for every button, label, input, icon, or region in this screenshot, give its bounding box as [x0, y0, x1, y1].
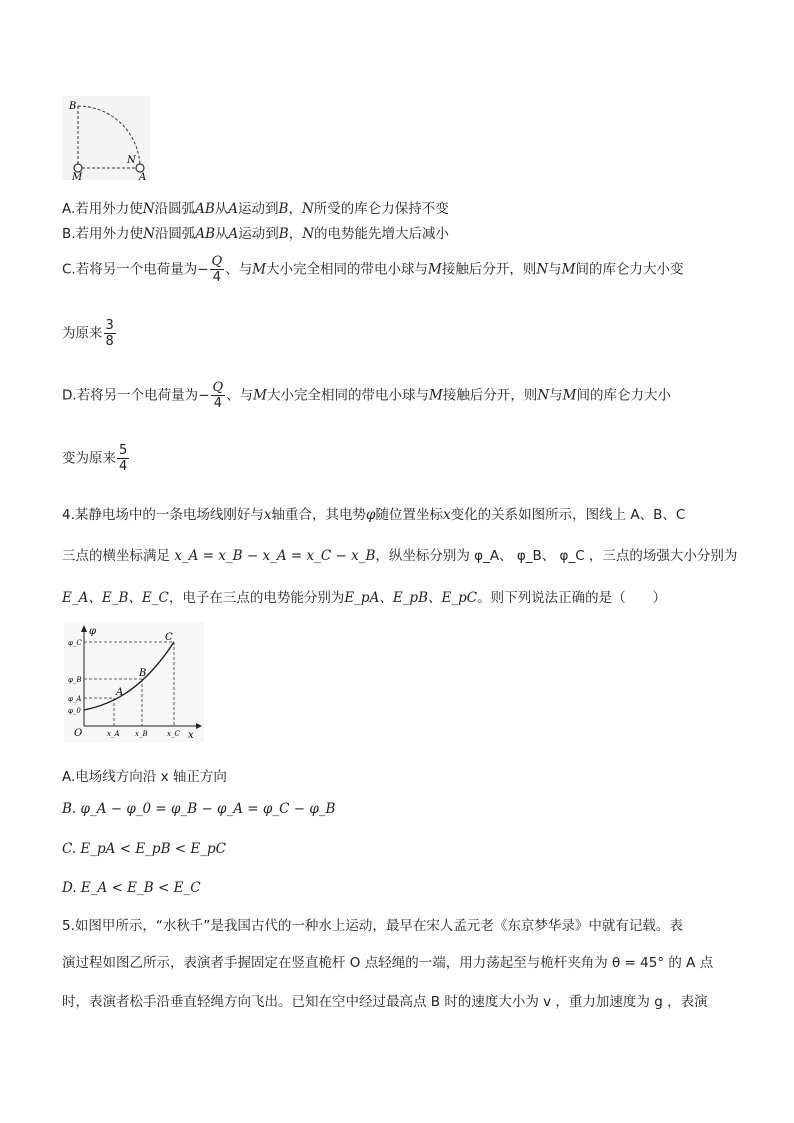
figure-potential-graph — [64, 622, 204, 742]
q5-line3: 时，表演者松手沿垂直轻绳方向飞出。已知在空中经过最高点 B 时的速度大小为 v ，重力加速度为 g ，表演 — [62, 994, 708, 1010]
q3-option-a: A.若用外力使N沿圆弧AB从A运动到B，N所受的库仑力保持不变 — [62, 201, 449, 217]
tick-phi-c: φ_C — [68, 639, 82, 647]
q3-option-c-line2: 为原来 $\frac{3}{8}$ — [62, 318, 114, 349]
tick-phi-b: φ_B — [68, 676, 82, 684]
q3-option-b: B.若用外力使N沿圆弧AB从A运动到B，N的电势能先增大后减小 — [62, 226, 450, 242]
q5-line2: 演过程如图乙所示，表演者手握固定在竖直桅杆 O 点轻绳的一端，用力荡起至与桅杆夹角为 θ = 45° 的 A 点 — [62, 955, 714, 971]
tick-x-a: x_A — [107, 730, 120, 738]
origin-label: O — [74, 728, 83, 739]
tick-x-b: x_B — [135, 730, 148, 738]
tick-phi-a: φ_A — [68, 695, 82, 703]
point-c-label: C — [165, 632, 173, 643]
q5-line1: 5.如图甲所示，“水秋千”是我国古代的一种水上运动，最早在宋人孟元老《东京梦华录》中就有记载。表 — [62, 918, 683, 934]
q3-option-c: C.若将另一个电荷量为− $\frac{Q}{4}$ 、与M大小完全相同的带电小球与M接触后分开，则N与M间的库仑力大小变 — [62, 254, 684, 285]
label-N: N — [127, 155, 136, 166]
q4-option-d: D. E_A < E_B < E_C — [62, 880, 201, 896]
label-M: M — [72, 172, 83, 180]
fraction-3-over-8: $\frac{3}{8}$ — [105, 318, 114, 349]
fraction-q-over-4: $\frac{Q}{4}$ — [212, 380, 224, 411]
q3-option-d-line2: 变为原来 $\frac{5}{4}$ — [62, 443, 128, 474]
y-axis-label: φ — [89, 626, 97, 637]
fraction-5-over-8: $\frac{5}{4}$ — [119, 443, 128, 474]
tick-x-c: x_C — [167, 730, 180, 738]
fraction-q-over-4: $\frac{Q}{4}$ — [211, 254, 223, 285]
point-a-label: A — [116, 687, 124, 698]
tick-phi-0: φ_0 — [68, 707, 81, 715]
q4-stem-line1: 4.某静电场中的一条电场线刚好与x轴重合，其电势φ随位置坐标x变化的关系如图所示，图线上 A、B、C — [62, 507, 686, 523]
label-B: B — [69, 101, 77, 112]
charge-A — [136, 164, 144, 172]
q4-stem-line2: 三点的横坐标满足 x_A = x_B − x_A = x_C − x_B，纵坐标分别为 φ_A、 φ_B、 φ_C ，三点的场强大小分别为 — [62, 548, 738, 564]
x-axis-label: x — [188, 730, 194, 741]
point-b-label: B — [139, 668, 147, 679]
q3-option-d: D.若将另一个电荷量为− $\frac{Q}{4}$ 、与M大小完全相同的带电小球与M接触后分开，则N与M间的库仑力大小 — [62, 380, 671, 411]
label-A: A — [139, 172, 147, 180]
charge-M — [74, 164, 82, 172]
q4-option-a: A.电场线方向沿 x 轴正方向 — [62, 769, 227, 785]
q4-option-b: B. φ_A − φ_0 = φ_B − φ_A = φ_C − φ_B — [62, 801, 336, 817]
q4-stem-line3: E_A、E_B、E_C，电子在三点的电势能分别为E_pA、E_pB、E_pC。则下列说法正确的是（ ） — [62, 590, 667, 606]
figure-quarter-arc — [62, 96, 150, 180]
q4-option-c: C. E_pA < E_pB < E_pC — [62, 841, 226, 857]
